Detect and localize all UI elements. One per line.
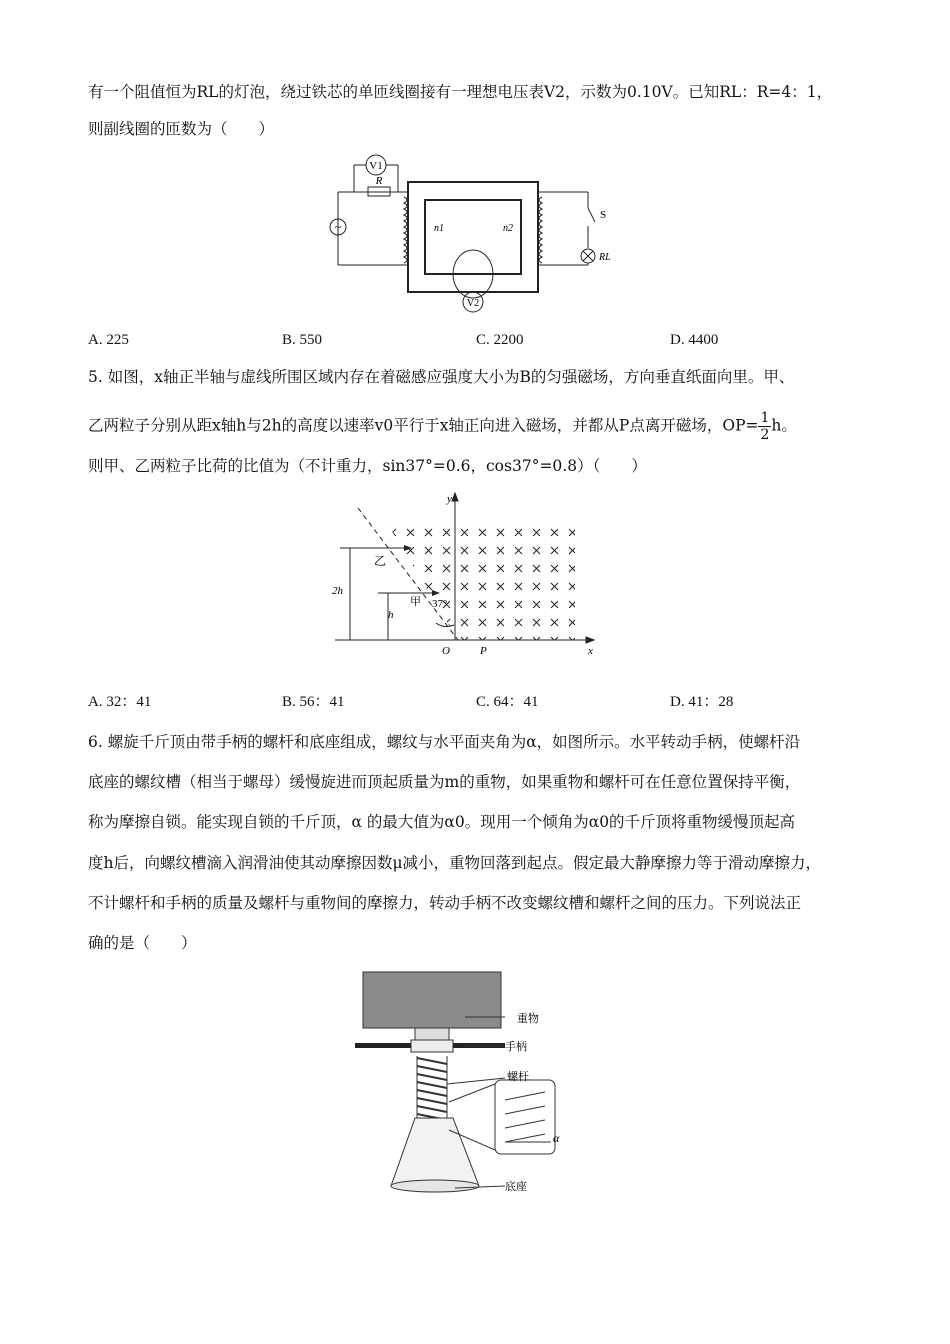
q6-text-line-1: 6. 螺旋千斤顶由带手柄的螺杆和底座组成，螺纹与水平面夹角为α，如图所示。水平转动手柄，使螺杆沿 [88, 733, 801, 751]
q6-text-line-6: 确的是（ ） [88, 934, 197, 952]
magnetic-field-figure [330, 488, 610, 660]
q6-text-line-2: 底座的螺纹槽（相当于螺母）缓慢旋进而顶起质量为m的重物，如果重物和螺杆可在任意位置保持平衡， [88, 773, 801, 791]
q5-option-a[interactable]: A. 32：41 [88, 694, 152, 710]
origin-label: O [442, 645, 450, 657]
q5-line-2-end: h。 [771, 416, 797, 435]
label-v2: V2 [466, 298, 480, 309]
label-v1: V1 [369, 160, 383, 172]
q5-option-d[interactable]: D. 41：28 [670, 694, 734, 710]
label-screw: 螺杆 [507, 1071, 529, 1083]
particle-jia-label: 甲 [410, 596, 421, 608]
label-weight: 重物 [517, 1013, 539, 1025]
label-alpha: α [553, 1131, 560, 1145]
q4-text-line-2: 则副线圈的匝数为（ ） [88, 120, 275, 138]
q5-text-line-2 [88, 410, 797, 443]
fraction-one-half: $\frac{1}{2}$ [760, 410, 770, 443]
transformer-circuit-figure [320, 152, 620, 317]
screw-jack-figure [355, 968, 585, 1198]
weight-block [363, 972, 501, 1028]
q5-text-line-1: 5. 如图，x轴正半轴与虚线所围区域内存在着磁感应强度大小为B的匀强磁场，方向垂直纸面向里。甲、 [88, 368, 795, 386]
label-n1: n1 [434, 223, 444, 234]
axis-y-label: y [447, 493, 452, 505]
point-p-label: P [480, 645, 487, 657]
label-r: R [375, 175, 383, 187]
q6-text-line-3: 称为摩擦自锁。能实现自锁的千斤顶，α 的最大值为α0。现用一个倾角为α0的千斤顶将重物缓慢顶起高 [88, 813, 796, 831]
q5-text-line-3: 则甲、乙两粒子比荷的比值为（不计重力，sin37°=0.6，cos37°=0.8）（ ） [88, 457, 647, 475]
q5-line-2-start: 乙两粒子分别从距x轴h与2h的高度以速率v0平行于x轴正向进入磁场，并都从P点离开磁场，OP= [88, 416, 759, 435]
magnetic-field-region [385, 520, 575, 640]
particle-yi-label: 乙 [374, 554, 387, 568]
angle-37-label: 37° [432, 598, 448, 610]
label-s: S [600, 209, 607, 221]
q4-option-b[interactable]: B. 550 [282, 332, 323, 348]
q5-option-b[interactable]: B. 56：41 [282, 694, 345, 710]
label-rl: RL [599, 252, 611, 263]
q4-option-d[interactable]: D. 4400 [670, 332, 719, 348]
label-handle: 手柄 [505, 1041, 527, 1053]
q4-text-line-1: 有一个阻值恒为RL的灯泡，绕过铁芯的单匝线圈接有一理想电压表V2，示数为0.10V。已知RL：R=4：1， [88, 83, 833, 101]
q6-text-line-4: 度h后，向螺纹槽滴入润滑油使其动摩擦因数μ减小，重物回落到起点。假定最大静摩擦力等于滑动摩擦力， [88, 854, 822, 872]
axis-x-label: x [588, 645, 593, 657]
q5-option-c[interactable]: C. 64：41 [476, 694, 539, 710]
label-n2: n2 [503, 223, 513, 234]
q4-option-c[interactable]: C. 2200 [476, 332, 524, 348]
q4-option-a[interactable]: A. 225 [88, 332, 129, 348]
q6-text-line-5: 不计螺杆和手柄的质量及螺杆与重物间的摩擦力，转动手柄不改变螺纹槽和螺杆之间的压力。下列说法正 [88, 894, 802, 912]
height-2h-label: 2h [332, 585, 343, 597]
label-base: 底座 [505, 1181, 527, 1193]
ac-source-label: ~ [334, 220, 342, 234]
height-h-label: h [388, 609, 394, 621]
